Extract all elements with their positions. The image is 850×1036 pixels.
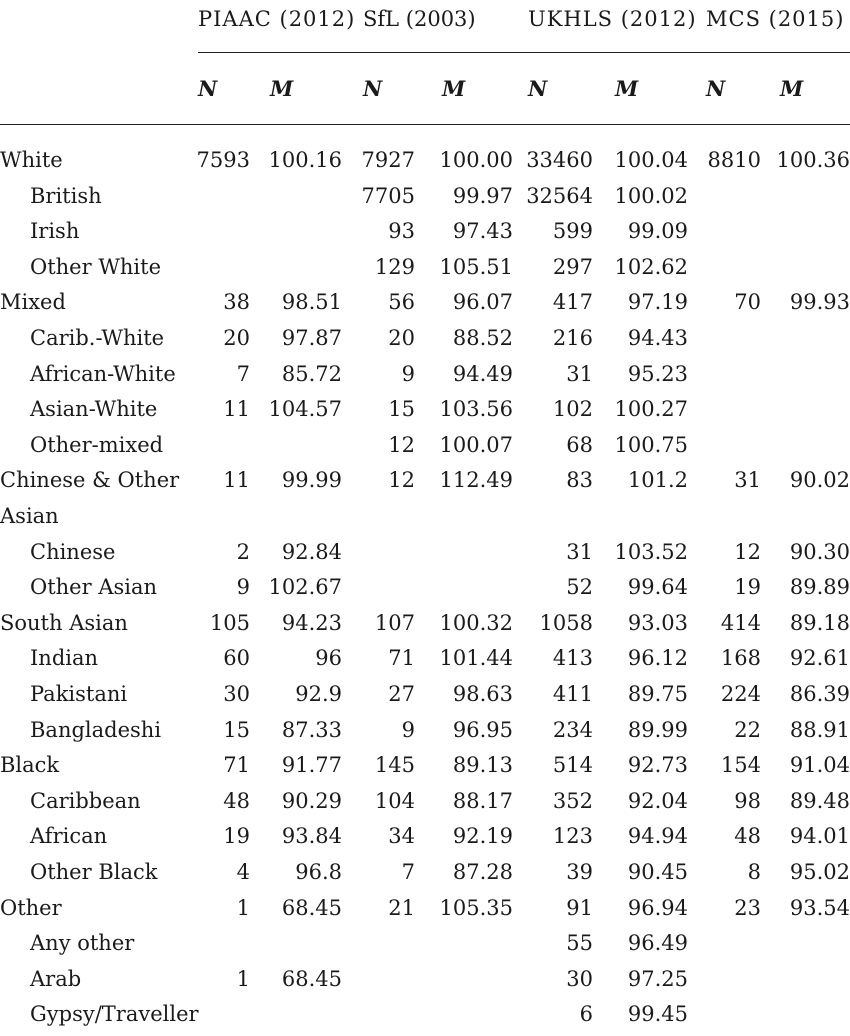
- cell-piaac-n: 11: [223, 468, 250, 493]
- table-row: [0, 677, 850, 712]
- row-label: Mixed: [0, 290, 66, 315]
- cell-sfl-m: 100.32: [439, 610, 513, 635]
- row-label: British: [30, 183, 102, 208]
- cell-sfl-m: 101.44: [439, 646, 513, 671]
- cell-mcs-m: 95.02: [789, 860, 850, 884]
- cell-ukhls-n: 91: [566, 895, 593, 920]
- sfl-n-header: N: [363, 76, 383, 101]
- cell-ukhls-n: 31: [566, 361, 593, 386]
- cell-ukhls-n: 32564: [526, 183, 593, 208]
- cell-ukhls-m: 92.04: [627, 788, 688, 813]
- table-row: [0, 748, 850, 783]
- table-row: [0, 641, 850, 676]
- table-row: [0, 143, 850, 178]
- cell-ukhls-n: 417: [552, 290, 593, 315]
- cell-mcs-n: 8810: [707, 148, 761, 172]
- table-row: [0, 535, 850, 570]
- cell-sfl-n: 56: [388, 290, 415, 315]
- cell-ukhls-m: 89.99: [627, 717, 688, 742]
- cell-sfl-n: 9: [401, 361, 415, 386]
- cell-mcs-n: 12: [734, 539, 761, 564]
- cell-piaac-m: 104.57: [268, 397, 342, 422]
- cell-mcs-m: 93.54: [789, 895, 850, 920]
- mcs-n-header: N: [706, 76, 726, 101]
- row-label: Any other: [30, 931, 135, 956]
- table-row: [0, 819, 850, 854]
- cell-ukhls-n: 83: [566, 468, 593, 493]
- cell-ukhls-m: 100.02: [614, 183, 688, 208]
- cell-ukhls-m: 100.75: [614, 432, 688, 457]
- cell-sfl-m: 88.17: [452, 788, 513, 813]
- cell-sfl-n: 21: [388, 895, 415, 920]
- cell-piaac-n: 7: [236, 361, 250, 386]
- cell-ukhls-m: 102.62: [614, 254, 688, 279]
- piaac-n-header: N: [198, 76, 218, 101]
- row-label: Asian-White: [30, 397, 158, 422]
- cell-piaac-m: 96.8: [295, 860, 342, 884]
- column-group-sfl: SfL (2003): [363, 7, 476, 31]
- cell-sfl-n: 107: [374, 610, 415, 635]
- row-label: Carib.-White: [30, 326, 165, 350]
- table-row: [0, 357, 850, 392]
- row-label: Chinese & Other: [0, 468, 180, 493]
- table-row: [0, 891, 850, 926]
- ukhls-n-header: N: [528, 76, 548, 101]
- cell-sfl-m: 89.13: [452, 753, 513, 778]
- header-rule: [198, 52, 850, 53]
- cell-ukhls-n: 52: [566, 575, 593, 600]
- cell-sfl-m: 105.35: [439, 895, 513, 920]
- cell-mcs-n: 48: [734, 824, 761, 849]
- row-label: South Asian: [0, 610, 128, 635]
- cell-mcs-n: 224: [720, 682, 761, 706]
- cell-ukhls-n: 599: [552, 219, 593, 244]
- mcs-m-header: M: [780, 76, 804, 101]
- cell-ukhls-m: 101.2: [627, 468, 688, 493]
- cell-piaac-n: 11: [223, 397, 250, 422]
- table-row: [0, 713, 850, 748]
- cell-sfl-n: 104: [374, 788, 415, 813]
- cell-piaac-m: 93.84: [281, 824, 342, 849]
- row-label: African-White: [30, 361, 176, 386]
- cell-sfl-m: 88.52: [452, 326, 513, 350]
- cell-ukhls-m: 100.04: [614, 148, 688, 172]
- cell-ukhls-n: 411: [552, 682, 593, 706]
- cell-ukhls-m: 99.45: [627, 1002, 688, 1027]
- cell-sfl-n: 71: [388, 646, 415, 671]
- cell-sfl-m: 96.95: [452, 717, 513, 742]
- cell-mcs-m: 100.36: [776, 148, 850, 172]
- cell-mcs-m: 88.91: [789, 717, 850, 742]
- cell-sfl-n: 15: [388, 397, 415, 422]
- cell-piaac-m: 90.29: [281, 788, 342, 813]
- cell-sfl-n: 20: [388, 326, 415, 350]
- cell-piaac-m: 92.84: [281, 539, 342, 564]
- cell-mcs-n: 31: [734, 468, 761, 493]
- cell-sfl-n: 145: [374, 753, 415, 778]
- cell-sfl-n: 34: [388, 824, 415, 849]
- cell-sfl-n: 93: [388, 219, 415, 244]
- cell-sfl-m: 100.07: [439, 432, 513, 457]
- table-top-rule: [0, 124, 850, 125]
- table-row: [0, 392, 850, 427]
- cell-mcs-m: 91.04: [789, 753, 850, 778]
- cell-ukhls-n: 55: [566, 931, 593, 956]
- cell-sfl-m: 97.43: [452, 219, 513, 244]
- cell-ukhls-m: 94.43: [627, 326, 688, 350]
- ukhls-m-header: M: [615, 76, 639, 101]
- row-label: Pakistani: [30, 682, 128, 706]
- cell-mcs-n: 168: [720, 646, 761, 671]
- cell-piaac-n: 7593: [196, 148, 250, 172]
- cell-ukhls-m: 96.12: [627, 646, 688, 671]
- cell-ukhls-n: 297: [552, 254, 593, 279]
- cell-sfl-m: 105.51: [439, 254, 513, 279]
- cell-mcs-m: 92.61: [789, 646, 850, 671]
- cell-piaac-n: 20: [223, 326, 250, 350]
- cell-piaac-m: 87.33: [281, 717, 342, 742]
- cell-piaac-n: 9: [236, 575, 250, 600]
- row-label: Chinese: [30, 539, 116, 564]
- cell-ukhls-n: 216: [552, 326, 593, 350]
- cell-ukhls-n: 234: [552, 717, 593, 742]
- cell-piaac-n: 30: [223, 682, 250, 706]
- cell-ukhls-n: 33460: [526, 148, 593, 172]
- row-label: Irish: [30, 219, 80, 244]
- row-label: Gypsy/Traveller: [30, 1002, 199, 1027]
- sfl-m-header: M: [442, 76, 466, 101]
- cell-piaac-m: 68.45: [281, 895, 342, 920]
- cell-mcs-n: 19: [734, 575, 761, 600]
- cell-piaac-m: 68.45: [281, 966, 342, 991]
- cell-mcs-n: 22: [734, 717, 761, 742]
- cell-piaac-m: 98.51: [281, 290, 342, 315]
- table-row: [0, 179, 850, 214]
- row-label: Asian: [0, 504, 59, 528]
- cell-mcs-n: 70: [734, 290, 761, 315]
- row-label: Other White: [30, 254, 162, 279]
- column-group-piaac: PIAAC (2012): [198, 7, 356, 31]
- cell-ukhls-m: 99.09: [627, 219, 688, 244]
- cell-sfl-n: 7705: [361, 183, 415, 208]
- cell-mcs-n: 23: [734, 895, 761, 920]
- cell-piaac-m: 94.23: [281, 610, 342, 635]
- cell-ukhls-n: 102: [552, 397, 593, 422]
- table-row: [0, 570, 850, 605]
- cell-sfl-n: 129: [374, 254, 415, 279]
- piaac-m-header: M: [270, 76, 294, 101]
- cell-piaac-m: 100.16: [268, 148, 342, 172]
- table-row: [0, 855, 850, 890]
- cell-piaac-n: 4: [236, 860, 250, 884]
- cell-sfl-n: 9: [401, 717, 415, 742]
- cell-piaac-n: 48: [223, 788, 250, 813]
- row-label: Caribbean: [30, 788, 141, 813]
- cell-piaac-n: 1: [236, 966, 250, 991]
- cell-sfl-n: 27: [388, 682, 415, 706]
- row-label: Other Asian: [30, 575, 158, 600]
- cell-sfl-m: 92.19: [452, 824, 513, 849]
- cell-mcs-m: 86.39: [789, 682, 850, 706]
- cell-ukhls-m: 96.94: [627, 895, 688, 920]
- cell-mcs-m: 89.89: [789, 575, 850, 600]
- cell-piaac-n: 15: [223, 717, 250, 742]
- cell-mcs-m: 99.93: [789, 290, 850, 315]
- table-row: [0, 428, 850, 463]
- cell-mcs-m: 90.02: [789, 468, 850, 493]
- cell-piaac-n: 71: [223, 753, 250, 778]
- cell-piaac-m: 85.72: [281, 361, 342, 386]
- table-row: [0, 499, 850, 534]
- cell-ukhls-m: 100.27: [614, 397, 688, 422]
- row-label: Other-mixed: [30, 432, 164, 457]
- cell-sfl-m: 103.56: [439, 397, 513, 422]
- cell-piaac-n: 60: [223, 646, 250, 671]
- cell-ukhls-n: 39: [566, 860, 593, 884]
- cell-piaac-m: 91.77: [281, 753, 342, 778]
- cell-sfl-m: 100.00: [439, 148, 513, 172]
- cell-piaac-m: 102.67: [268, 575, 342, 600]
- cell-piaac-n: 1: [236, 895, 250, 920]
- table-row: [0, 997, 850, 1032]
- cell-mcs-n: 8: [747, 860, 761, 884]
- cell-ukhls-m: 96.49: [627, 931, 688, 956]
- table-row: [0, 926, 850, 961]
- cell-ukhls-m: 99.64: [627, 575, 688, 600]
- cell-piaac-n: 105: [209, 610, 250, 635]
- row-label: Other Black: [30, 860, 158, 884]
- column-group-ukhls: UKHLS (2012): [528, 7, 697, 31]
- table-row: [0, 321, 850, 356]
- cell-sfl-n: 12: [388, 432, 415, 457]
- cell-ukhls-m: 93.03: [627, 610, 688, 635]
- cell-ukhls-m: 94.94: [627, 824, 688, 849]
- cell-ukhls-n: 123: [552, 824, 593, 849]
- cell-mcs-m: 90.30: [789, 539, 850, 564]
- row-label: Arab: [30, 966, 82, 991]
- cell-mcs-n: 154: [720, 753, 761, 778]
- cell-ukhls-n: 1058: [539, 610, 593, 635]
- column-group-mcs: MCS (2015): [706, 7, 845, 31]
- cell-sfl-n: 7927: [361, 148, 415, 172]
- cell-ukhls-m: 97.25: [627, 966, 688, 991]
- cell-ukhls-m: 89.75: [627, 682, 688, 706]
- cell-ukhls-n: 6: [579, 1002, 593, 1027]
- cell-mcs-m: 89.48: [789, 788, 850, 813]
- cell-piaac-n: 2: [236, 539, 250, 564]
- cell-sfl-m: 87.28: [452, 860, 513, 884]
- cell-mcs-n: 98: [734, 788, 761, 813]
- cell-sfl-m: 96.07: [452, 290, 513, 315]
- table-row: [0, 214, 850, 249]
- cell-ukhls-m: 90.45: [627, 860, 688, 884]
- row-label: Black: [0, 753, 60, 778]
- cell-piaac-n: 38: [223, 290, 250, 315]
- cell-piaac-m: 99.99: [281, 468, 342, 493]
- table-row: [0, 962, 850, 997]
- cell-mcs-m: 89.18: [789, 610, 850, 635]
- cell-piaac-m: 92.9: [295, 682, 342, 706]
- cell-ukhls-m: 95.23: [627, 361, 688, 386]
- cell-ukhls-m: 92.73: [627, 753, 688, 778]
- table-row: [0, 250, 850, 285]
- row-label: African: [30, 824, 108, 849]
- cell-mcs-n: 414: [720, 610, 761, 635]
- row-label: Indian: [30, 646, 99, 671]
- cell-ukhls-n: 514: [552, 753, 593, 778]
- table-row: [0, 463, 850, 498]
- cell-sfl-n: 7: [401, 860, 415, 884]
- cell-ukhls-m: 97.19: [627, 290, 688, 315]
- cell-sfl-m: 94.49: [452, 361, 513, 386]
- table-row: [0, 285, 850, 320]
- row-label: White: [0, 148, 63, 172]
- cell-sfl-m: 112.49: [439, 468, 513, 493]
- table-row: [0, 606, 850, 641]
- cell-sfl-m: 99.97: [452, 183, 513, 208]
- cell-piaac-n: 19: [223, 824, 250, 849]
- cell-sfl-m: 98.63: [452, 682, 513, 706]
- cell-ukhls-m: 103.52: [614, 539, 688, 564]
- table-row: [0, 784, 850, 819]
- cell-mcs-m: 94.01: [789, 824, 850, 849]
- cell-ukhls-n: 352: [552, 788, 593, 813]
- cell-ukhls-n: 413: [552, 646, 593, 671]
- cell-sfl-n: 12: [388, 468, 415, 493]
- cell-piaac-m: 96: [315, 646, 342, 671]
- cell-ukhls-n: 68: [566, 432, 593, 457]
- row-label: Other: [0, 895, 62, 920]
- cell-piaac-m: 97.87: [281, 326, 342, 350]
- row-label: Bangladeshi: [30, 717, 162, 742]
- cell-ukhls-n: 30: [566, 966, 593, 991]
- cell-ukhls-n: 31: [566, 539, 593, 564]
